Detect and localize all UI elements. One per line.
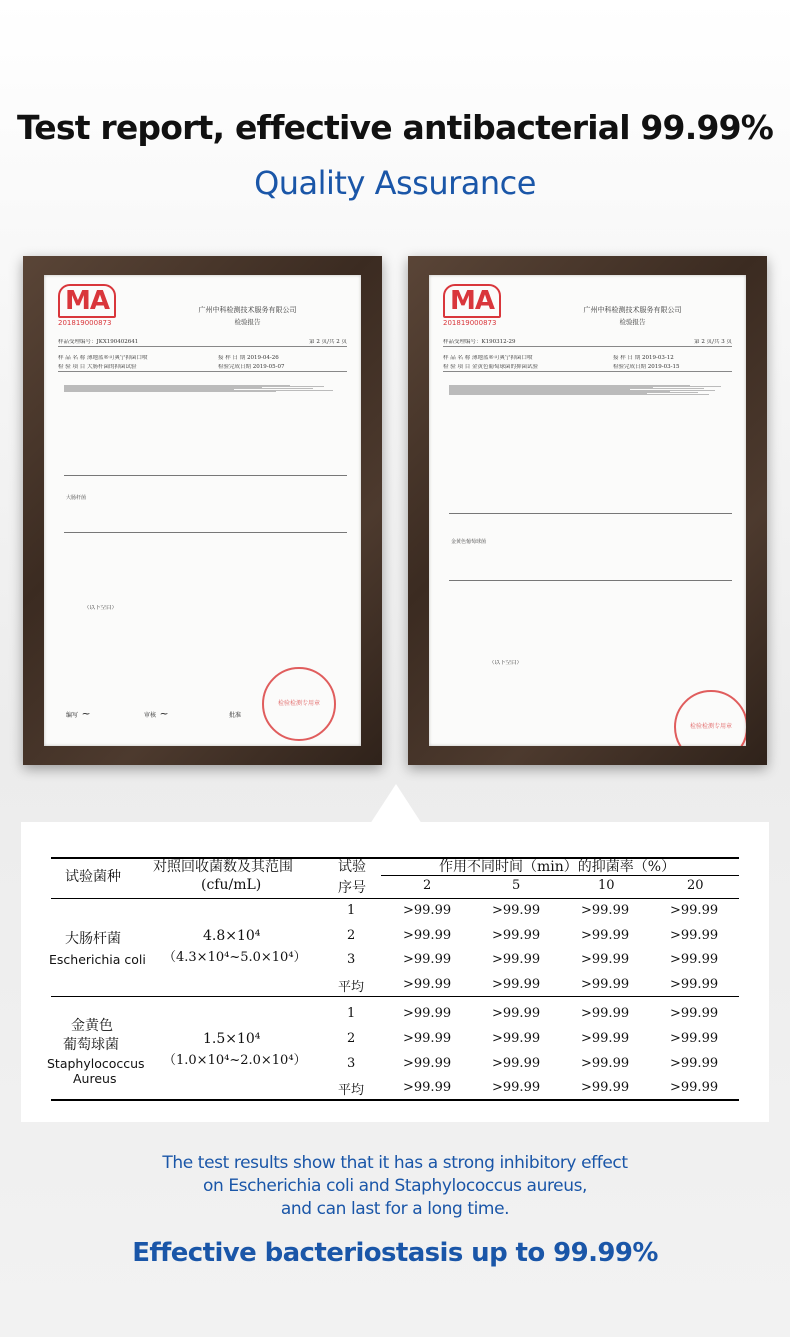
reviewer-signature: 审核 ~ — [144, 707, 169, 720]
table-header-rule — [51, 898, 739, 899]
report-end-note: （以下空白） — [489, 660, 523, 666]
header-control: 对照回收菌数及其范围 — [153, 859, 293, 875]
rate-value: >99.99 — [492, 1006, 541, 1021]
strain-name-en: Staphylococcus — [47, 1056, 145, 1071]
rate-value: >99.99 — [581, 1056, 630, 1071]
date-done: 检验完成日期 2019-03-15 — [613, 364, 680, 370]
rate-value: >99.99 — [670, 928, 719, 943]
report-mini-table — [449, 513, 732, 581]
rate-value: >99.99 — [403, 1056, 452, 1071]
header-time-20: 20 — [687, 878, 704, 893]
description-line: and can last for a long time. — [280, 1199, 510, 1219]
rate-value: >99.99 — [670, 977, 719, 992]
rate-value: >99.99 — [492, 1031, 541, 1046]
date-done: 检验完成日期 2019-05-07 — [218, 364, 285, 370]
trial-average: 平均 — [338, 1083, 365, 1098]
strain-name-cn: 葡萄球菌 — [63, 1037, 119, 1053]
date-received: 接 样 日 期 2019-04-26 — [218, 355, 279, 361]
report-header-row — [443, 339, 732, 347]
strain-name-en: Aureus — [73, 1071, 117, 1086]
report-frame-1 — [23, 256, 382, 765]
description-line: The test results show that it has a strong inhibitory effect — [162, 1153, 628, 1173]
test-item: 检 验 项 目 金黄色葡萄球菌的抑菌试验 — [443, 364, 538, 370]
control-range: （4.3×10⁴~5.0×10⁴） — [163, 950, 307, 965]
rate-value: >99.99 — [670, 1006, 719, 1021]
header-time-10: 10 — [598, 878, 615, 893]
sample-number: 样品受理编号：K190312-29 — [443, 339, 516, 345]
header-time-5: 5 — [512, 878, 521, 893]
rate-value: >99.99 — [581, 952, 630, 967]
trial-no: 1 — [347, 1006, 356, 1021]
rate-value: >99.99 — [581, 928, 630, 943]
test-info-row — [443, 364, 732, 372]
control-value: 4.8×10⁴ — [203, 928, 261, 944]
rate-value: >99.99 — [403, 1006, 452, 1021]
strain-name-en: Escherichia coli — [49, 952, 146, 967]
header-rate: 作用不同时间（min）的抑菌率（%） — [439, 859, 676, 875]
approver-signature: 批准 — [229, 712, 242, 719]
mini-table-strain: 金黄色葡萄球菌 — [451, 539, 487, 545]
sample-name: 样 品 名 称 薄地蓝®可爽宁抑菌口喷 — [58, 355, 148, 361]
rate-value: >99.99 — [581, 977, 630, 992]
header-trial-no: 序号 — [338, 880, 366, 896]
rate-value: >99.99 — [403, 952, 452, 967]
results-description — [0, 1152, 790, 1221]
rate-value: >99.99 — [403, 1080, 452, 1095]
footer-claim: Effective bacteriostasis up to 99.99% — [132, 1238, 658, 1268]
sample-info-row — [443, 355, 732, 362]
table-bottom-rule — [51, 1099, 739, 1101]
sample-number: 样品受理编号：JKX190402641 — [58, 339, 139, 345]
rate-value: >99.99 — [581, 903, 630, 918]
rate-value: >99.99 — [670, 903, 719, 918]
trial-no: 3 — [347, 1056, 356, 1071]
report-body-text — [64, 385, 347, 463]
test-info-row — [58, 364, 347, 372]
control-value: 1.5×10⁴ — [203, 1031, 261, 1047]
inspection-stamp: 检验检测专用章 — [674, 690, 746, 746]
rate-value: >99.99 — [492, 903, 541, 918]
report-end-note: （以下空白） — [84, 605, 118, 611]
report-paper-1 — [44, 275, 361, 746]
ma-certification-logo — [58, 284, 128, 327]
report-header-row — [58, 339, 347, 347]
ma-certification-logo — [443, 284, 513, 327]
rate-value: >99.99 — [581, 1006, 630, 1021]
ma-logo-text: MA — [58, 284, 116, 318]
trial-no: 2 — [347, 1031, 356, 1046]
table-mid-rule — [51, 996, 739, 997]
rate-value: >99.99 — [581, 1031, 630, 1046]
rate-value: >99.99 — [670, 952, 719, 967]
header-strain: 试验菌种 — [65, 869, 121, 885]
header-control-unit: (cfu/mL) — [201, 877, 262, 893]
sample-info-row — [58, 355, 347, 362]
rate-value: >99.99 — [403, 1031, 452, 1046]
trial-average: 平均 — [338, 980, 365, 995]
callout-pointer — [370, 784, 422, 824]
strain-name-cn: 大肠杆菌 — [65, 931, 121, 947]
rate-value: >99.99 — [403, 903, 452, 918]
rate-value: >99.99 — [492, 952, 541, 967]
header-time-2: 2 — [423, 878, 432, 893]
date-received: 接 样 日 期 2019-03-12 — [613, 355, 674, 361]
rate-value: >99.99 — [492, 977, 541, 992]
report-paper-2 — [429, 275, 746, 746]
rate-value: >99.99 — [670, 1031, 719, 1046]
report-frame-2 — [408, 256, 767, 765]
rate-value: >99.99 — [492, 928, 541, 943]
strain-name-cn: 金黄色 — [71, 1018, 113, 1034]
rate-value: >99.99 — [670, 1080, 719, 1095]
report-title: 检验报告 — [234, 318, 261, 326]
page-number: 第 2 页/共 3 页 — [694, 339, 732, 345]
report-org: 广州中科检测技术服务有限公司 — [198, 306, 297, 314]
headline: Test report, effective antibacterial 99.99% — [16, 108, 774, 147]
page-number: 第 2 页/共 2 页 — [309, 339, 347, 345]
ma-logo-text: MA — [443, 284, 501, 318]
report-org: 广州中科检测技术服务有限公司 — [583, 306, 682, 314]
rate-value: >99.99 — [403, 977, 452, 992]
subhead: Quality Assurance — [254, 164, 536, 202]
rate-value: >99.99 — [403, 928, 452, 943]
sample-name: 样 品 名 称 薄地蓝®可爽宁抑菌口喷 — [443, 355, 533, 361]
report-mini-table — [64, 475, 347, 533]
mini-table-strain: 大肠杆菌 — [66, 495, 87, 501]
description-line: on Escherichia coli and Staphylococcus aureus, — [202, 1176, 588, 1196]
report-title: 检验报告 — [619, 318, 646, 326]
report-body-text — [449, 385, 732, 505]
ma-logo-number: 201819000873 — [58, 319, 112, 327]
header-trial: 试验 — [338, 859, 366, 875]
rate-value: >99.99 — [492, 1080, 541, 1095]
control-range: （1.0×10⁴~2.0×10⁴） — [163, 1053, 307, 1068]
rate-value: >99.99 — [492, 1056, 541, 1071]
author-signature: 编写 ~ — [66, 707, 91, 720]
trial-no: 1 — [347, 903, 356, 918]
inspection-stamp: 检验检测专用章 — [262, 667, 336, 741]
rate-value: >99.99 — [581, 1080, 630, 1095]
ma-logo-number: 201819000873 — [443, 319, 497, 327]
results-table-panel — [21, 822, 769, 1122]
test-item: 检 验 项 目 大肠杆菌的抑菌试验 — [58, 364, 137, 370]
trial-no: 2 — [347, 928, 356, 943]
trial-no: 3 — [347, 952, 356, 967]
rate-value: >99.99 — [670, 1056, 719, 1071]
